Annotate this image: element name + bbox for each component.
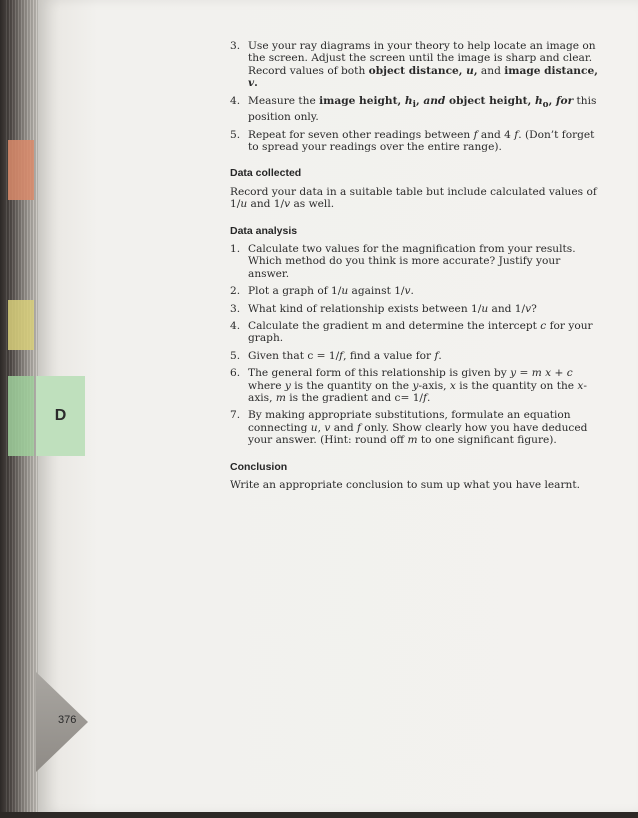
list-item: 4. Calculate the gradient m and determine the intercept c for your graph. (230, 320, 593, 345)
list-item: 3. What kind of relationship exists between 1/u and 1/v? (230, 302, 537, 315)
list-item: 1. Calculate two values for the magnification from your results. Which method do you think is more accurate? Justify your answer. (230, 242, 576, 280)
edge-tab-red (8, 140, 34, 200)
section-tab-label: D (54, 407, 67, 424)
section-heading: Conclusion (230, 460, 288, 473)
list-item: 5. Repeat for seven other readings between f and 4 f. (Don’t forget to spread your readings over the entire range). (230, 128, 595, 153)
data-collected-section (230, 167, 600, 210)
section-tab (36, 376, 85, 456)
list-item: 3. Use your ray diagrams in your theory to help locate an image on the screen. Adjust the screen until the image is sharp and clear. Record values of both object distance, u, and image distance, v. (230, 40, 598, 90)
procedure-list (230, 40, 600, 153)
edge-tab-yellow (8, 300, 34, 350)
paragraph: Record your data in a suitable table but include calculated values of 1/u and 1/v as well. (230, 185, 597, 211)
list-item: 2. Plot a graph of 1/u against 1/v. (230, 285, 414, 298)
list-item: 4. Measure the image height, $h_i$, and object height, $h_o$, for this position only. (230, 94, 597, 124)
data-analysis-section (230, 225, 600, 447)
paragraph: Write an appropriate conclusion to sum up what you have learnt. (230, 479, 580, 492)
list-item: 6. The general form of this relationship is given by y = m x + c where y is the quantity on the y-axis, x is the quantity on the x-axis, m is the gradient and c= 1/f. (230, 367, 587, 405)
section-heading: Data collected (230, 167, 302, 180)
page-number: 376 (58, 714, 77, 726)
list-item: 7. By making appropriate substitutions, formulate an equation connecting u, v and f only. Show clearly how you have deduced your answer. (Hint: round off m to one significant figure). (230, 409, 588, 447)
section-heading: Data analysis (230, 224, 298, 237)
conclusion-section (230, 461, 600, 492)
analysis-list (230, 243, 600, 447)
page-content (230, 40, 600, 491)
list-item: 5. Given that c = 1/f, find a value for f. (230, 349, 442, 362)
edge-tab-green (8, 376, 34, 456)
page-bottom-edge (0, 812, 638, 818)
